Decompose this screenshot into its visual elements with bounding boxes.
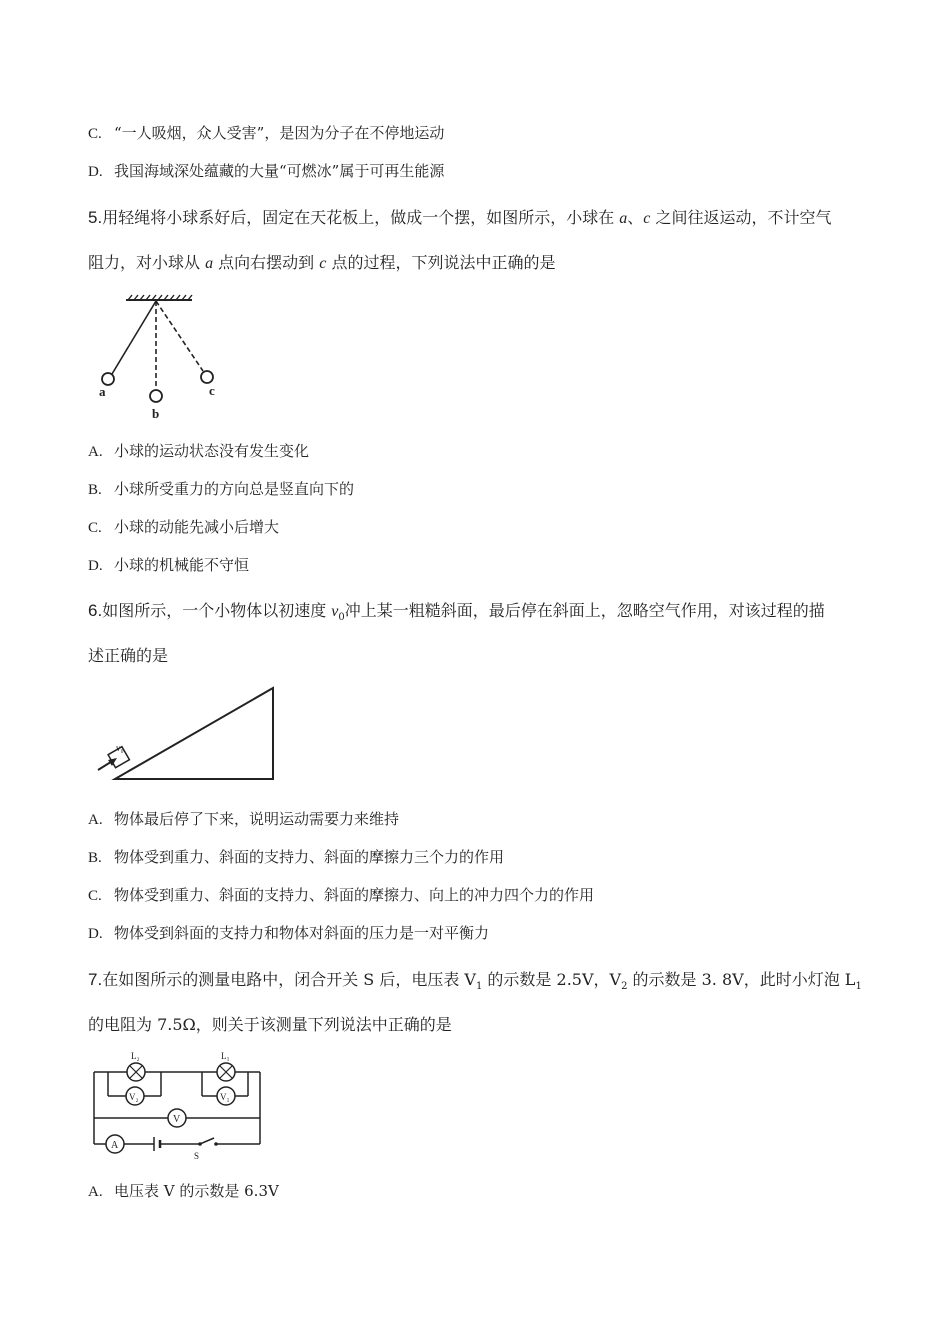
q7-stem-line1	[88, 967, 862, 992]
option-key: A.	[88, 1184, 103, 1200]
variable-a: a	[619, 210, 628, 227]
pendulum-figure	[90, 292, 230, 422]
subscript: 1	[475, 981, 483, 993]
stem-text: 的示数是 3. 8V，此时小灯泡 L	[627, 970, 856, 989]
label-a: a	[99, 384, 106, 399]
stem-text: 的示数是 2.5V，V	[482, 970, 622, 989]
option-key: D.	[88, 558, 103, 574]
q5-option-d	[88, 554, 249, 575]
label-l2: L₂	[131, 1051, 140, 1061]
option-text: 物体最后停了下来，说明运动需要力来维持	[114, 810, 400, 828]
option-key: C.	[88, 888, 102, 904]
variable-v: v	[331, 603, 339, 620]
incline-figure	[95, 684, 280, 784]
question-number: 6.	[88, 601, 103, 620]
label-b: b	[152, 406, 160, 421]
string-c	[156, 301, 203, 371]
option-key: D.	[88, 164, 103, 180]
q5-option-c	[88, 516, 279, 537]
question-number: 7.	[88, 970, 103, 989]
q6-option-b	[88, 846, 504, 867]
q6-stem-line1	[88, 598, 825, 623]
label-v: V	[173, 1114, 181, 1125]
stem-text: 在如图所示的测量电路中，闭合开关 S 后，电压表 V	[102, 970, 476, 989]
q4-option-d	[88, 160, 444, 181]
option-text: 小球的动能先减小后增大	[114, 518, 280, 536]
q7-stem-line2	[88, 1012, 452, 1035]
lamp-l1	[217, 1063, 235, 1081]
option-key: C.	[88, 126, 102, 142]
stem-text: 如图所示，一个小物体以初速度	[102, 601, 332, 620]
label-v1: V₁	[220, 1092, 230, 1102]
variable-c: c	[319, 255, 327, 272]
label-v2: V₂	[129, 1092, 139, 1102]
option-key: C.	[88, 520, 102, 536]
label-a: A	[111, 1140, 119, 1151]
variable-subscript: 0	[338, 612, 345, 624]
q5-option-a	[88, 440, 309, 461]
option-key: B.	[88, 850, 102, 866]
incline	[115, 688, 273, 779]
label-c: c	[209, 383, 215, 398]
question-number: 5.	[88, 208, 103, 227]
option-text: “一人吸烟，众人受害”，是因为分子在不停地运动	[114, 124, 445, 142]
switch-lever	[200, 1138, 214, 1144]
stem-text: 冲上某一粗糙斜面，最后停在斜面上，忽略空气作用，对该过程的描	[344, 601, 825, 620]
string-a	[112, 301, 156, 374]
stem-text: 之间往返运动，不计空气	[650, 208, 832, 227]
q6-option-a	[88, 808, 399, 829]
option-text: 小球所受重力的方向总是竖直向下的	[114, 480, 355, 498]
circuit-figure	[88, 1046, 268, 1161]
stem-text: 点的过程，下列说法中正确的是	[326, 253, 556, 272]
ball-c	[201, 371, 213, 383]
subscript: 2	[621, 981, 628, 993]
switch-contact	[214, 1142, 218, 1146]
q5-option-b	[88, 478, 354, 499]
q7-option-a	[88, 1180, 279, 1201]
stem-text: 点向右摆动到	[213, 253, 320, 272]
label-l1: L₁	[221, 1051, 230, 1061]
option-text: 物体受到重力、斜面的支持力、斜面的摩擦力三个力的作用	[114, 848, 505, 866]
label-s: S	[194, 1151, 200, 1161]
subscript: 1	[855, 981, 862, 993]
stem-text: 述正确的是	[88, 646, 169, 665]
label-v0: v₀	[116, 743, 124, 753]
stem-text: 的电阻为 7.5Ω，则关于该测量下列说法中正确的是	[88, 1015, 452, 1034]
option-text: 物体受到重力、斜面的支持力、斜面的摩擦力、向上的冲力四个力的作用	[114, 886, 595, 904]
q6-option-d	[88, 922, 489, 943]
stem-text: 、	[627, 208, 644, 227]
option-text: 我国海域深处蕴藏的大量“可燃冰”属于可再生能源	[114, 162, 445, 180]
option-key: D.	[88, 926, 103, 942]
option-text: 电压表 V 的示数是 6.3V	[114, 1182, 279, 1200]
option-key: B.	[88, 482, 102, 498]
option-key: A.	[88, 444, 103, 460]
option-text: 小球的机械能不守恒	[114, 556, 250, 574]
option-key: A.	[88, 812, 103, 828]
lamp-l2	[127, 1063, 145, 1081]
q5-stem-line2	[88, 250, 555, 273]
q6-option-c	[88, 884, 594, 905]
q6-stem-line2	[88, 643, 168, 666]
stem-text: 阻力，对小球从	[88, 253, 206, 272]
stem-text: 用轻绳将小球系好后，固定在天花板上，做成一个摆，如图所示，小球在	[102, 208, 620, 227]
q5-stem-line1	[88, 205, 832, 228]
ball-b	[150, 390, 162, 402]
variable-c: c	[643, 210, 651, 227]
variable-a: a	[205, 255, 214, 272]
q4-option-c	[88, 122, 444, 143]
option-text: 小球的运动状态没有发生变化	[114, 442, 310, 460]
option-text: 物体受到斜面的支持力和物体对斜面的压力是一对平衡力	[114, 924, 490, 942]
